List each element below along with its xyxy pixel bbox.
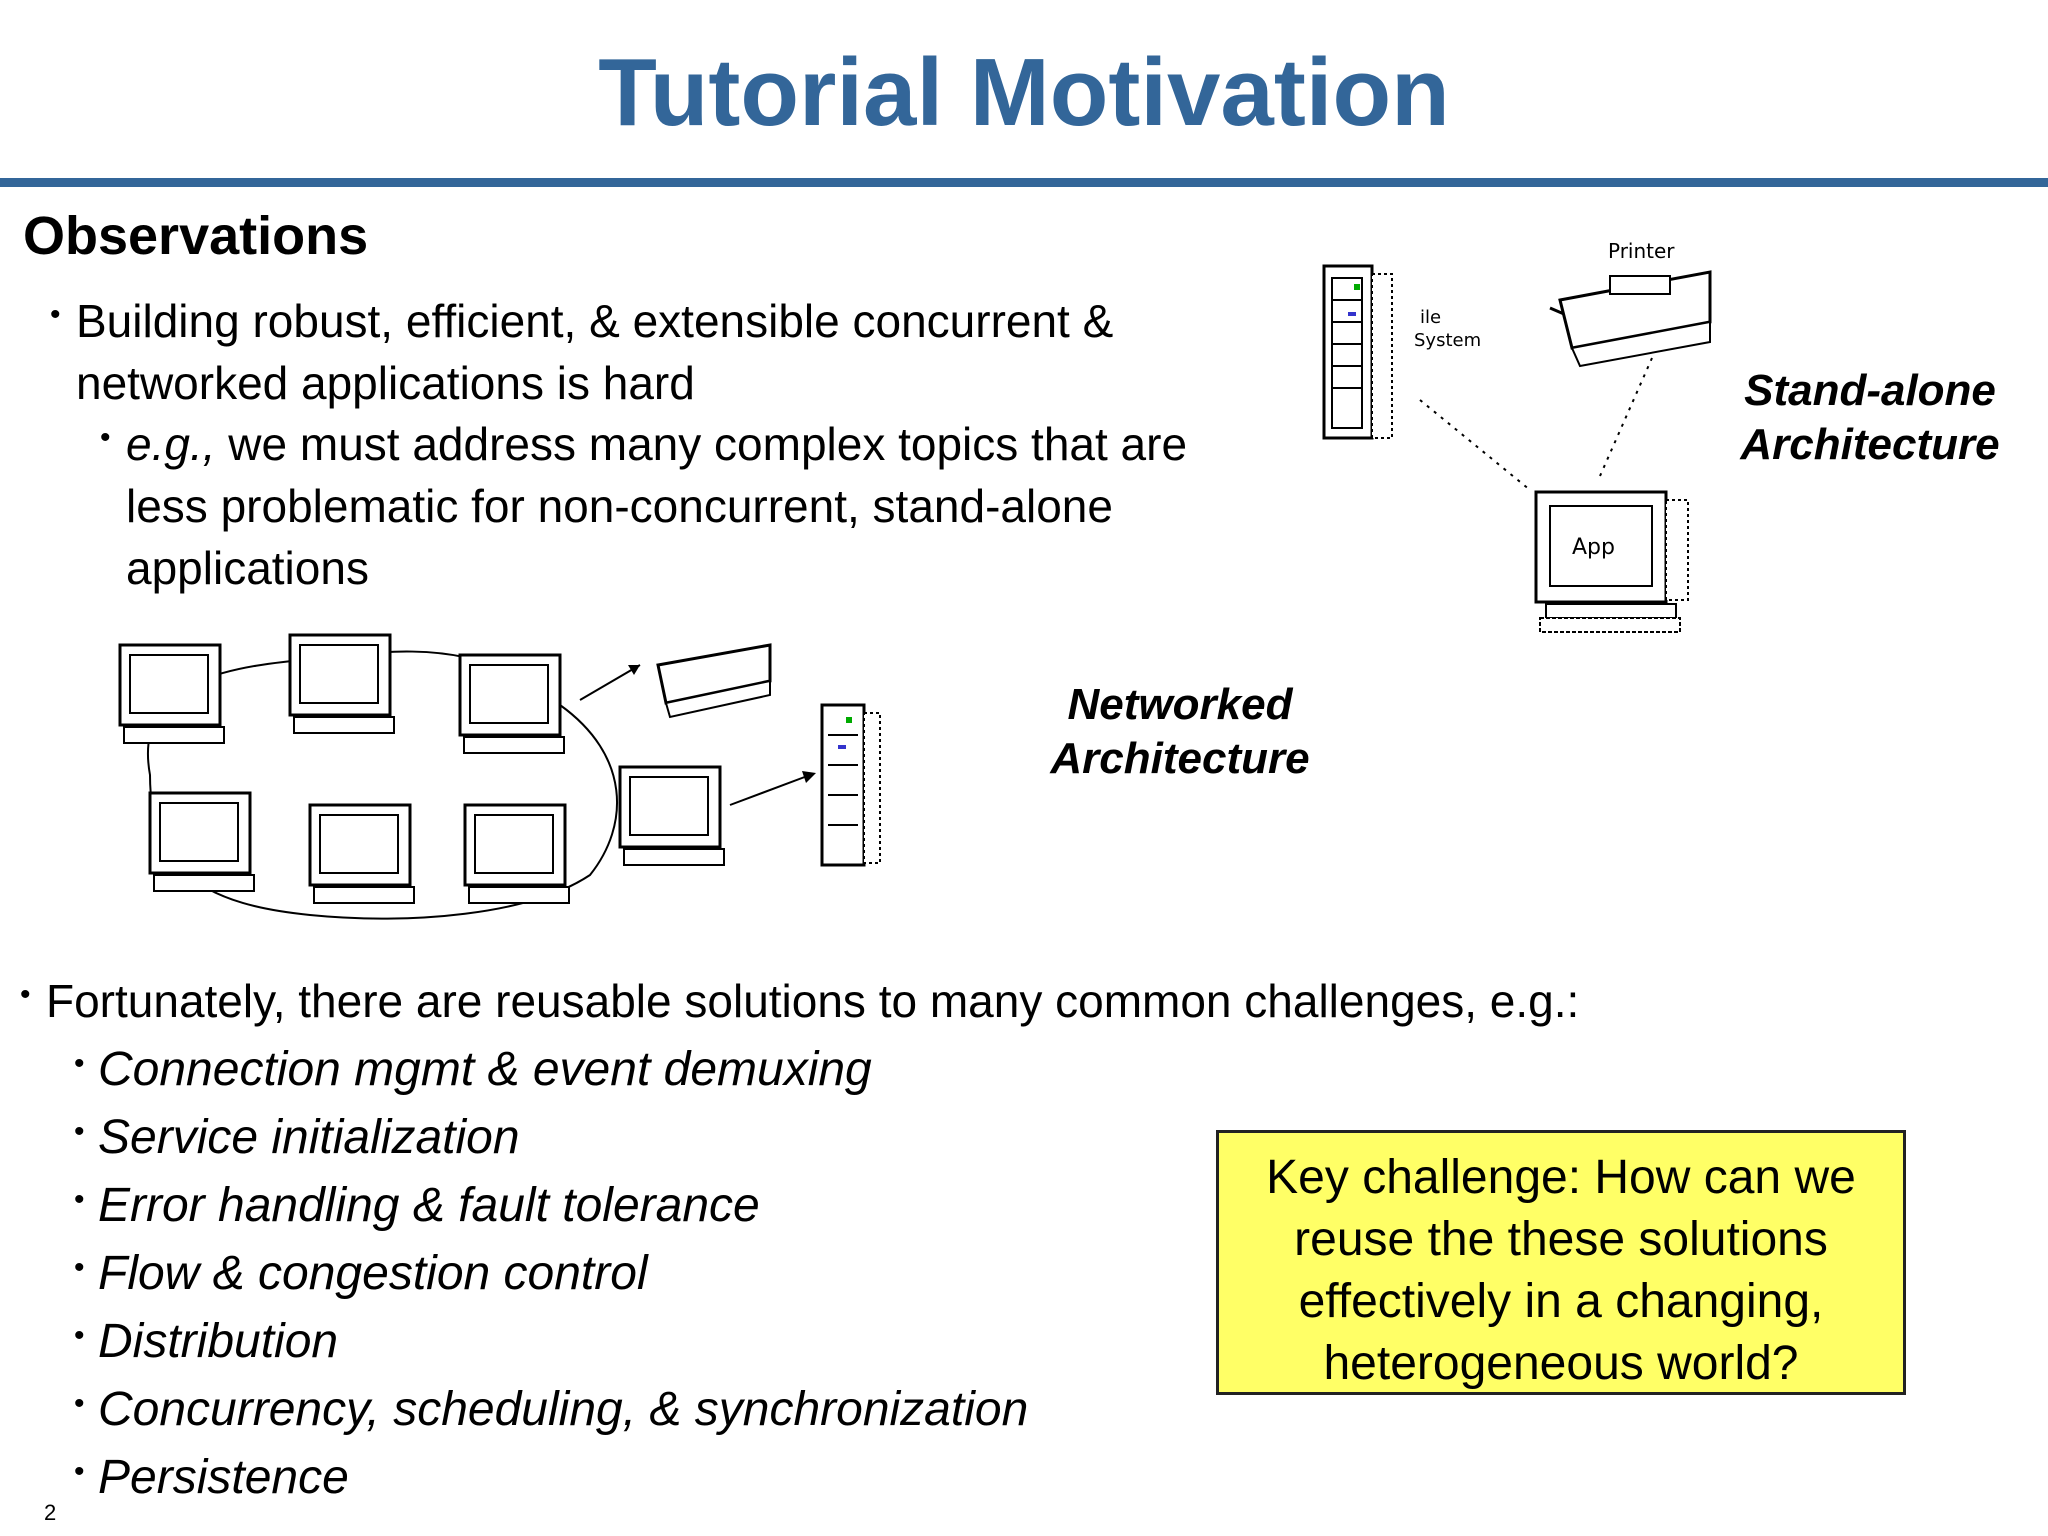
sub-item [74, 1448, 349, 1508]
caption-line: Stand-alone [1744, 366, 1996, 415]
bullet-dot: • [100, 421, 111, 454]
bullet-dot: • [74, 1251, 85, 1284]
bullet-building-apps [50, 290, 1256, 414]
bullet-dot: • [74, 1115, 85, 1148]
bullet-dot: • [74, 1455, 85, 1488]
computer-icon [310, 805, 414, 903]
sub-item [74, 1040, 872, 1100]
bullet-dot: • [74, 1183, 85, 1216]
network-printer-icon [658, 645, 770, 717]
page-number: 2 [44, 1500, 57, 1525]
standalone-architecture-diagram [1310, 230, 1730, 640]
bullet-reusable-solutions [20, 970, 1946, 1032]
computer-icon [620, 767, 724, 865]
sub-item [74, 1244, 648, 1304]
sub-item [74, 1312, 339, 1372]
caption-line: Architecture [1050, 734, 1310, 783]
computer-icon [290, 635, 394, 733]
file-system-label-1: ile [1420, 307, 1442, 328]
key-challenge-box: Key challenge: How can we reuse the these solutions effectively in a changing, heterogeneous world? [1216, 1130, 1906, 1395]
bullet-dot: • [20, 978, 31, 1011]
computer-icon [465, 805, 569, 903]
file-system-label-2: System [1414, 330, 1482, 351]
app-label: App [1572, 535, 1615, 560]
bullet-text: Building robust, efficient, & extensible concurrent & networked applications is hard [76, 295, 1114, 409]
bullet-dot: • [50, 298, 61, 331]
computer-icon [120, 645, 224, 743]
bullet-text: we must address many complex topics that are less problematic for non-concurrent, stand-alone applications [126, 418, 1188, 594]
sub-item [74, 1108, 520, 1168]
printer-icon [1550, 272, 1710, 366]
bullet-dot: • [74, 1387, 85, 1420]
observations-heading: Observations [23, 206, 369, 266]
bullet-text: Fortunately, there are reusable solutions to many common challenges, e.g.: [46, 975, 1580, 1027]
file-server-icon [1324, 266, 1392, 438]
sub-item [74, 1380, 1029, 1440]
sub-item-text: Distribution [98, 1315, 339, 1368]
caption-line: Networked [1067, 680, 1293, 729]
network-file-server-icon [822, 705, 880, 865]
caption-line: Architecture [1740, 420, 2000, 469]
bullet-dot: • [74, 1047, 85, 1080]
sub-item-text: Flow & congestion control [98, 1247, 648, 1300]
networked-caption [1040, 678, 1320, 786]
sub-item-text: Error handling & fault tolerance [98, 1179, 760, 1232]
title-divider [0, 178, 2048, 187]
eg-text: e.g., [126, 418, 216, 470]
sub-item-text: Connection mgmt & event demuxing [98, 1043, 872, 1096]
computer-icon [460, 655, 564, 753]
sub-item [74, 1176, 760, 1236]
bullet-dot: • [74, 1319, 85, 1352]
app-computer-icon [1536, 492, 1688, 632]
printer-label: Printer [1608, 239, 1675, 263]
slide-title: Tutorial Motivation [598, 39, 1450, 146]
networked-architecture-diagram [110, 625, 990, 925]
sub-item-text: Service initialization [98, 1111, 520, 1164]
sub-item-text: Persistence [98, 1451, 349, 1504]
bullet-eg-complex-topics [100, 413, 1256, 599]
computer-icon [150, 793, 254, 891]
sub-item-text: Concurrency, scheduling, & synchronization [98, 1383, 1029, 1436]
standalone-caption [1720, 364, 2020, 472]
